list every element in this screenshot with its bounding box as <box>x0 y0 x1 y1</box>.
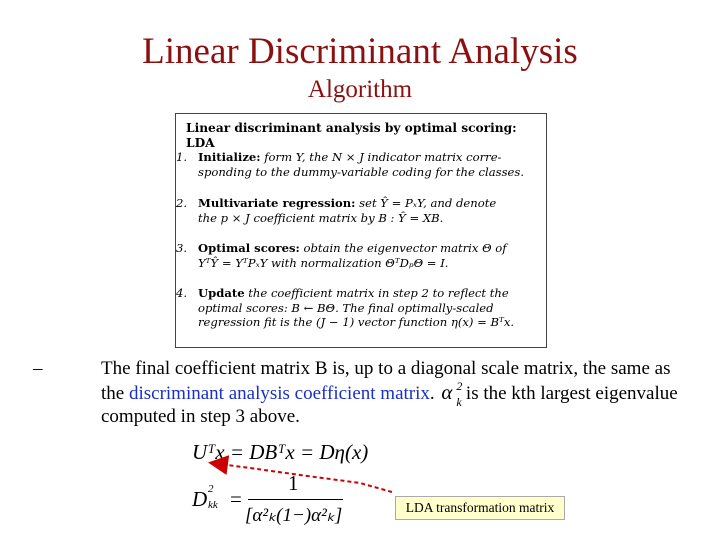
lda-transformation-label: LDA transformation matrix <box>395 496 565 520</box>
step-number: 4. <box>176 286 188 300</box>
fraction-numerator: 1 <box>288 471 299 495</box>
step-number: 1. <box>176 150 188 164</box>
alpha-subscript: k <box>456 394 462 409</box>
bullet-dash: – <box>33 358 43 379</box>
step-text: sponding to the dummy-variable coding for the classes. <box>198 164 525 179</box>
step-text: the p × J coefficient matrix by B : Ŷ = XB. <box>198 210 444 225</box>
alpha-superscript: 2 <box>456 378 463 393</box>
equation-transformation: Uᵀx = DBᵀx = Dη(x) <box>192 440 369 464</box>
step-name: Optimal scores: <box>198 241 300 255</box>
step-text: form Y, the N × J indicator matrix corre- <box>264 150 502 164</box>
equals-sign: = <box>230 487 242 511</box>
step-text: obtain the eigenvector matrix Θ of <box>303 241 507 255</box>
algorithm-heading: Linear discriminant analysis by optimal scoring: LDA <box>186 121 517 150</box>
bullet-text-start: The final coefficient matrix B is, up to a diagonal scale matrix, the same as the <box>101 358 671 404</box>
step-number: 2. <box>176 196 188 210</box>
step-number: 3. <box>176 241 188 255</box>
dkk-symbol: D <box>192 487 208 511</box>
dkk-subscript: kk <box>208 499 218 511</box>
step-text: optimal scores: B ← BΘ. The final optimally-scaled <box>198 300 494 315</box>
step-text: regression fit is the (J − 1) vector function η(x) = Bᵀx. <box>198 315 515 330</box>
annotation-arrow <box>212 463 392 492</box>
step-text: YᵀŶ = YᵀPₓY with normalization ΘᵀDₚΘ = I. <box>198 255 449 270</box>
step-text: set Ŷ = PₓY, and denote <box>359 196 497 210</box>
step-text: the coefficient matrix in step 2 to reflect the <box>248 286 509 300</box>
fraction-denominator: [α²ₖ(1−)α²ₖ] <box>245 505 343 526</box>
step-name: Multivariate regression: <box>198 196 356 210</box>
bullet-text-end: is the kth largest eigenvalue computed in step 3 above. <box>101 382 678 427</box>
step-name: Update <box>198 286 245 300</box>
slide-title: Linear Discriminant Analysis <box>142 31 578 72</box>
step-name: Initialize: <box>198 150 261 164</box>
slide-subtitle: Algorithm <box>307 76 413 103</box>
highlighted-term: discriminant analysis coefficient matrix <box>128 382 430 404</box>
bullet-text-mid: . <box>429 382 440 404</box>
dkk-superscript: 2 <box>208 483 214 495</box>
alpha-glyph: α <box>441 379 453 404</box>
